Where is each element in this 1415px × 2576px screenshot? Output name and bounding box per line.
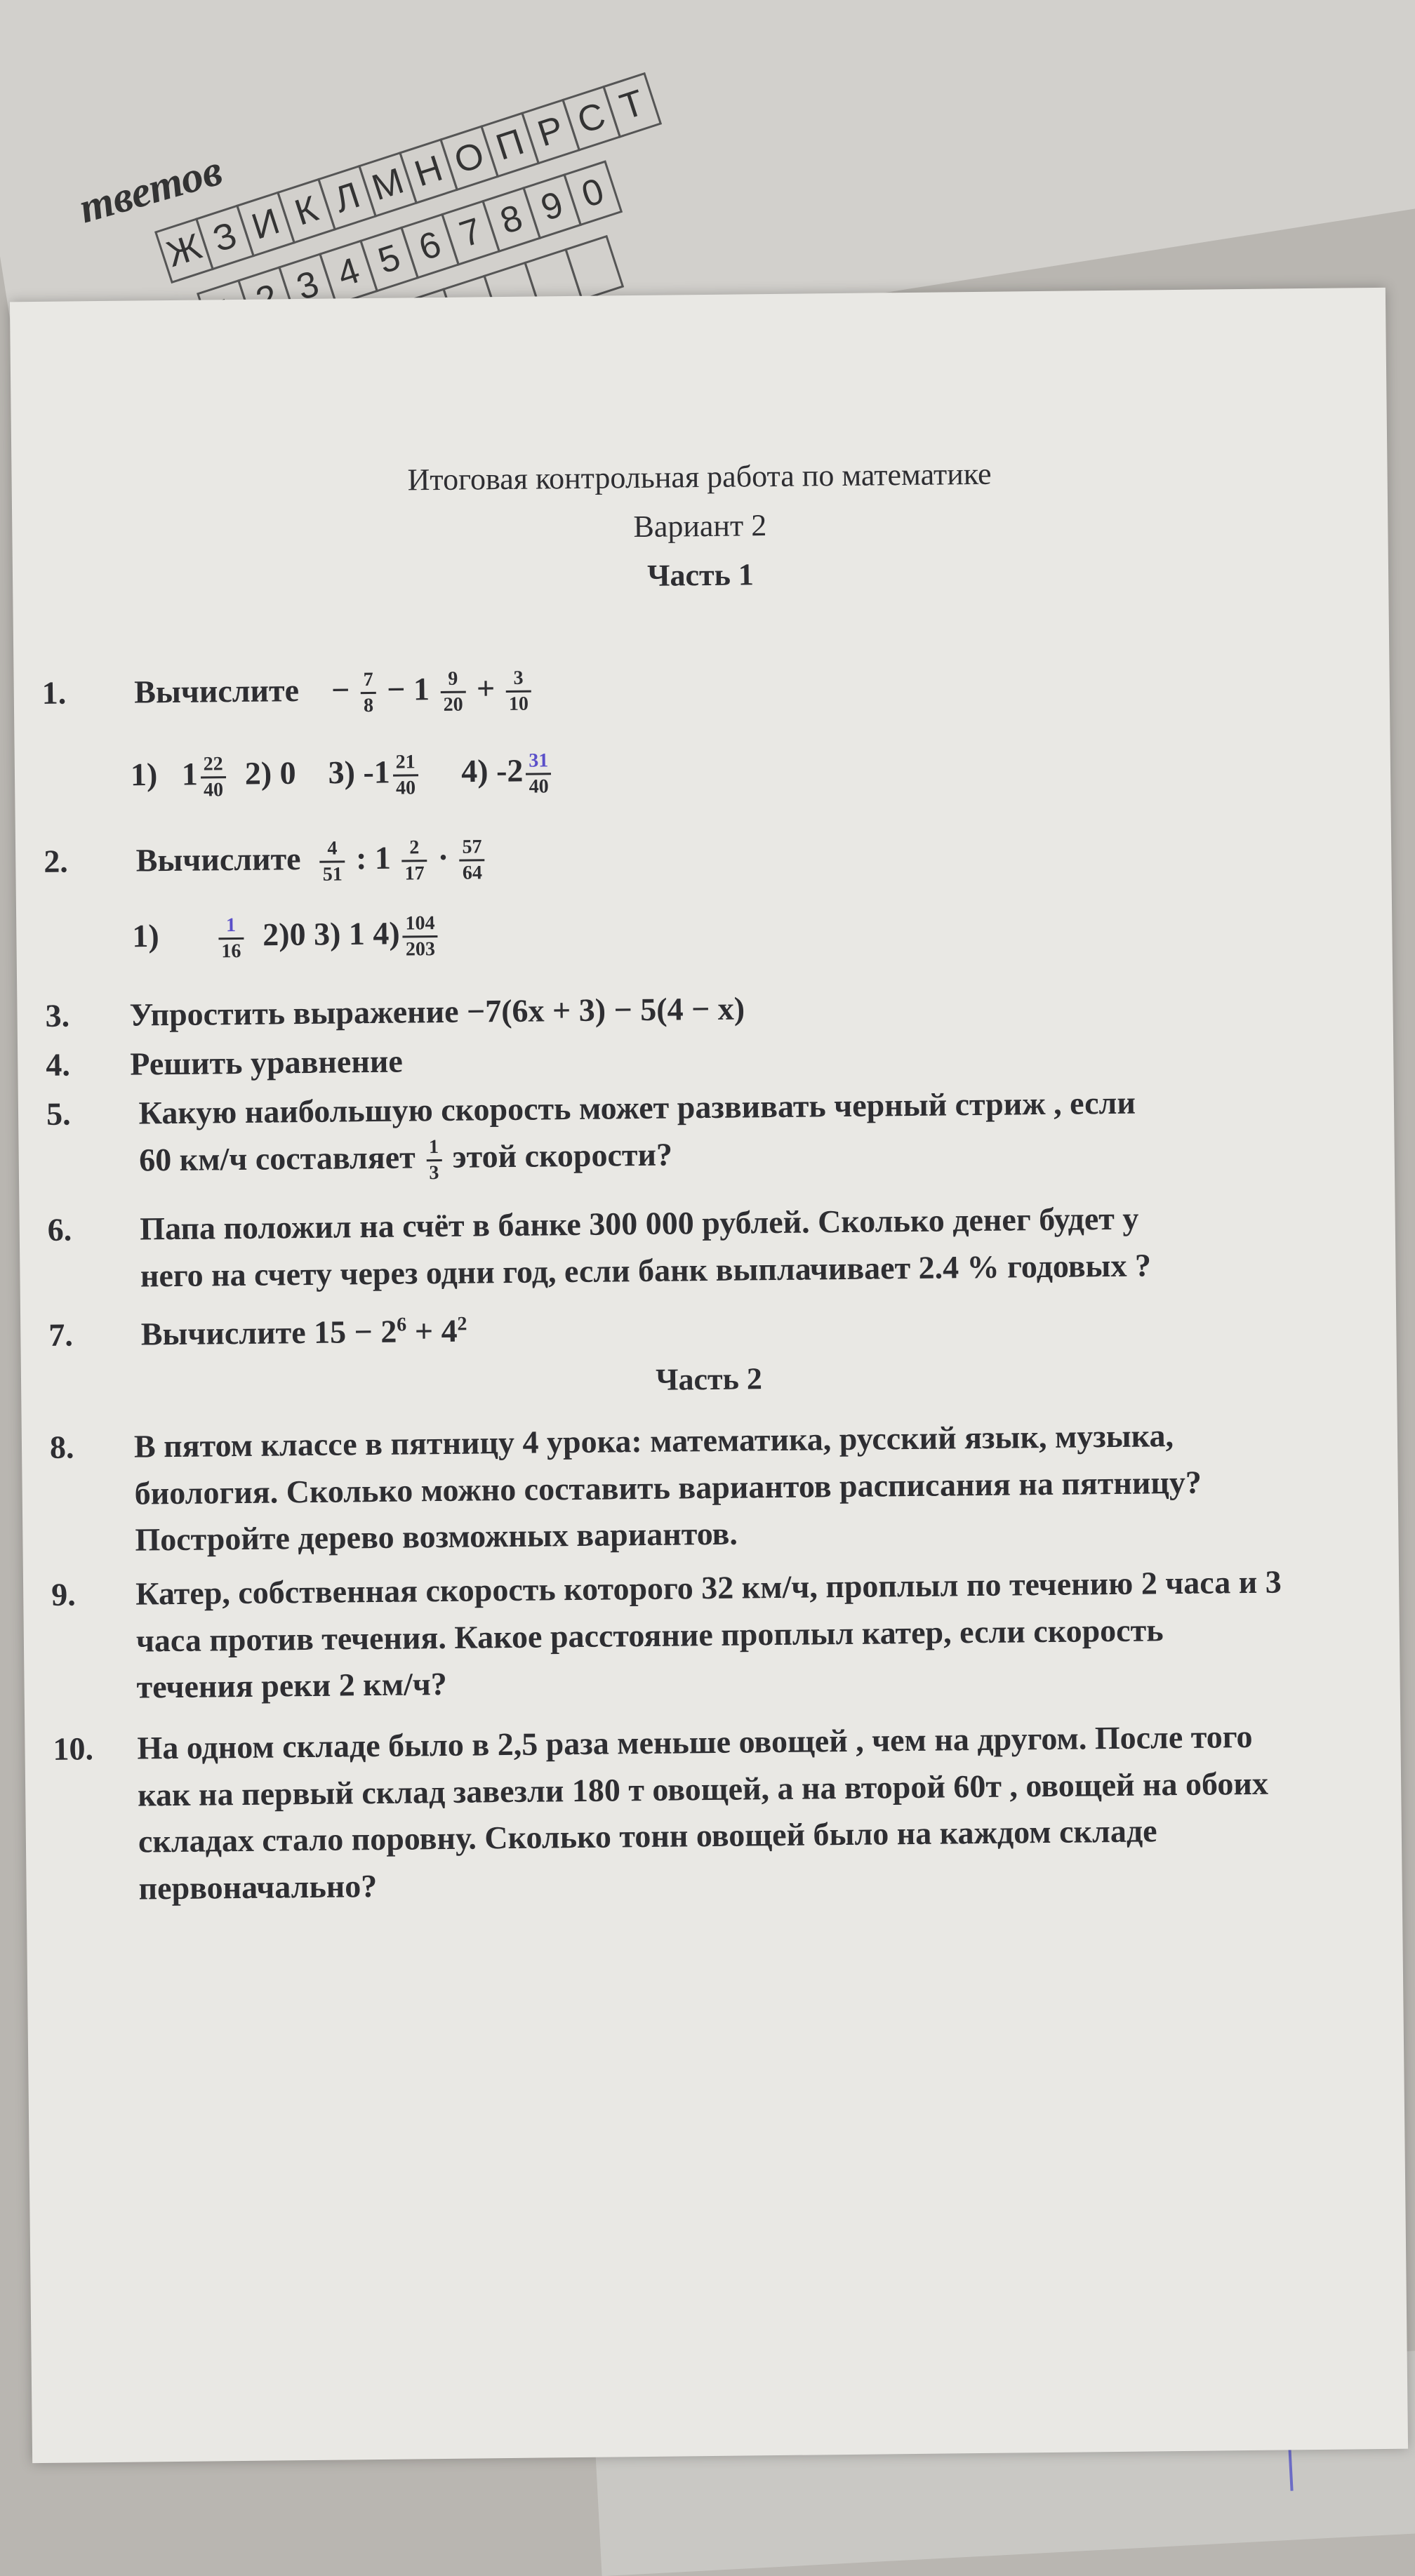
answer-grid-cell: О [439,125,499,191]
question-1-options: 1) 1 $\frac{22}{40}$ 2) 0 3) -1 $\frac{21}{40}$ 4) -2 $\frac{31}{40}$ [131,749,554,803]
answer-grid-cell: М [358,152,418,218]
answer-grid-cell: 9 [522,173,582,239]
answer-grid-cell: Н [399,138,458,204]
answer-grid-cell: Л [317,165,377,231]
answer-grid-cell: 3 [278,253,338,319]
question-9: 9. Катер, собственная скорость которого 32 км/ч, проплыл по течению 2 часа и 3 часа против течения. Какое расстояние проплыл катер, если скорость течения реки 2 км/ч? [51,1563,1282,1705]
answer-grid-cell: 4 [319,239,378,305]
answer-grid-cell: 7 [441,200,500,266]
answer-grid-cell: 8 [481,187,541,253]
answer-grid-cell: И [236,192,295,258]
answer-grid-cell: П [480,112,540,178]
answer-grid-cell: К [277,178,336,244]
fraction: $\frac{9}{20}$ [440,667,466,717]
answer-grid-cell: З [195,204,255,270]
question-7: 7. Вычислите $15 - 2^6 + 4^2$ [48,1312,467,1353]
fraction: $\frac{4}{51}$ [319,837,345,887]
question-5: 5. Какую наибольшую скорость может развивать черный стриж , если 60 км/ч составляет $\frac{1}{3}$ этой скорости? [46,1084,1136,1184]
fraction: $\frac{57}{64}$ [459,836,485,886]
test-paper [10,288,1408,2463]
fraction: $\frac{3}{10}$ [505,667,531,716]
page-title: Итоговая контрольная работа по математике [407,456,992,498]
fraction: $\frac{1}{3}$ [426,1135,442,1184]
part2-heading: Часть 2 [655,1361,763,1397]
question-10: 10. На одном складе было в 2,5 раза меньше овощей , чем на другом. После того как на первый склад завезли 180 т овощей, а на второй 60т , овощей на обоих складах стало поровну. Сколько тонн овощей было на каждом складе первоначально? [53,1718,1269,1907]
answer-grid-cell: 6 [400,213,460,279]
background-sheet-word: тветов [74,146,227,233]
variant-label: Вариант 2 [633,508,767,545]
question-4: 4. Решить уравнение [46,1043,404,1083]
part1-heading: Часть 1 [646,557,755,593]
fraction: $\frac{2}{17}$ [401,836,427,886]
question-1: 1. Вычислите − $\frac{7}{8}$ − 1 $\frac{9}{20}$ + $\frac{3}{10}$ [41,657,1285,721]
answer-grid-cell: С [562,86,621,152]
answer-grid-cell: Ж [154,218,214,283]
answer-grid-cell: 0 [563,160,623,226]
question-6: 6. Папа положил на счёт в банке 300 000 рублей. Сколько денег будет у него на счету через одни год, если банк выплачивает 2.4 % годовых ? [47,1200,1152,1294]
question-3: 3. Упростить выражение −7(6x + 3) − 5(4 − x) [45,990,745,1034]
question-8: 8. В пятом классе в пятницу 4 урока: математика, русский язык, музыка, биология. Сколько можно составить вариантов расписания на пятницу? Постройте дерево возможных вариантов. [49,1417,1202,1558]
fraction: $\frac{7}{8}$ [360,668,376,717]
answer-grid-cell: Р [521,99,580,165]
question-2-options: 1) $\frac{1}{16}$ 2)0 3) 1 4) $\frac{104}{203}$ [132,912,441,964]
question-2: 2. Вычислите $\frac{4}{51}$ : 1 $\frac{2}{17}$ · $\frac{57}{64}$ [44,825,1287,889]
answer-grid-cell: 5 [359,227,419,293]
answer-grid-cell: Т [602,72,662,138]
